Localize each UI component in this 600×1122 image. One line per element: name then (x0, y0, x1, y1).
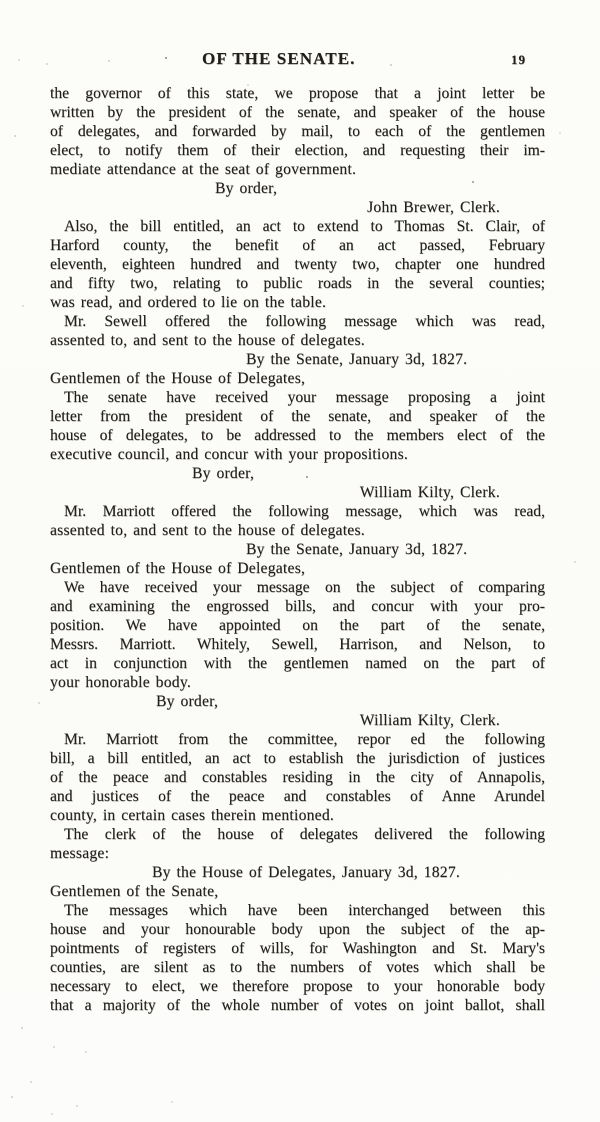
text-line: assented to, and sent to the house of delegates. (50, 522, 365, 539)
text-line: message: (50, 845, 110, 862)
text-line: was read, and ordered to lie on the table. (50, 294, 327, 311)
page-number: 19 (511, 52, 526, 67)
text-line: your honorable body. (50, 674, 192, 691)
text-line: letter from the president of the senate, and speaker of the (50, 408, 545, 425)
running-header-title: OF THE SENATE. (202, 49, 356, 68)
text-line: pointments of registers of wills, for Washington and St. Mary's (50, 940, 545, 957)
text-line: act in conjunction with the gentlemen named on the part of (50, 655, 545, 672)
text-line: bill, a bill entitled, an act to establish the jurisdiction of justices (50, 750, 545, 767)
text-line: The clerk of the house of delegates delivered the following (64, 826, 545, 843)
text-line: house of delegates, to be addressed to the members elect of the (50, 427, 545, 444)
scan-noise-specks (0, 0, 2, 2)
by-order-line: By order, (156, 693, 219, 710)
clerk-signature-line: John Brewer, Clerk. (367, 199, 500, 216)
text-line: The messages which have been interchanged between this (64, 902, 545, 919)
salutation-line: Gentlemen of the House of Delegates, (50, 560, 306, 577)
text-line: Harford county, the benefit of an act passed, February (50, 237, 545, 254)
salutation-line: Gentlemen of the Senate, (50, 883, 219, 900)
text-line: Mr. Marriott from the committee, repor ed the following (64, 731, 545, 748)
text-line: The senate have received your message proposing a joint (64, 389, 545, 406)
text-column (50, 84, 545, 1015)
text-line: We have received your message on the subject of comparing (64, 579, 545, 596)
text-line: Messrs. Marriott. Whitely, Sewell, Harrison, and Nelson, to (50, 636, 545, 653)
text-line: and examining the engrossed bills, and concur with your pro- (50, 598, 545, 615)
text-line: Mr. Sewell offered the following message which was read, (64, 313, 545, 330)
clerk-signature-line: William Kilty, Clerk. (359, 712, 500, 729)
text-line: necessary to elect, we therefore propose to your honorable body (50, 978, 545, 995)
text-line: house and your honourable body upon the subject of the ap- (50, 921, 545, 938)
text-line: Also, the bill entitled, an act to extend to Thomas St. Clair, of (64, 218, 545, 235)
text-line: and justices of the peace and constables of Anne Arundel (50, 788, 545, 805)
text-line: written by the president of the senate, and speaker of the house (50, 104, 545, 121)
text-line: counties, are silent as to the numbers of votes which shall be (50, 959, 545, 976)
by-order-line: By order, (192, 465, 255, 482)
text-line: position. We have appointed on the part of the senate, (50, 617, 545, 634)
dateline: By the Senate, January 3d, 1827. (246, 351, 468, 368)
by-order-line: By order, (215, 180, 278, 197)
text-line: the governor of this state, we propose that a joint letter be (50, 85, 545, 102)
text-line: assented to, and sent to the house of delegates. (50, 332, 365, 349)
dateline: By the Senate, January 3d, 1827. (246, 541, 468, 558)
dateline: By the House of Delegates, January 3d, 1827. (152, 864, 461, 881)
text-line: of delegates, and forwarded by mail, to each of the gentlemen (50, 123, 545, 140)
text-line: mediate attendance at the seat of government. (50, 161, 357, 178)
clerk-signature-line: William Kilty, Clerk. (359, 484, 500, 501)
text-line: of the peace and constables residing in the city of Annapolis, (50, 769, 545, 786)
text-line: Mr. Marriott offered the following message, which was read, (64, 503, 545, 520)
salutation-line: Gentlemen of the House of Delegates, (50, 370, 306, 387)
text-line: eleventh, eighteen hundred and twenty two, chapter one hundred (50, 256, 545, 273)
text-line: executive council, and concur with your propositions. (50, 446, 409, 463)
text-line: that a majority of the whole number of votes on joint ballot, shall (50, 997, 545, 1014)
text-line: and fifty two, relating to public roads in the several counties; (50, 275, 545, 292)
text-line: elect, to notify them of their election, and requesting their im- (50, 142, 545, 159)
text-line: county, in certain cases therein mentioned. (50, 807, 335, 824)
